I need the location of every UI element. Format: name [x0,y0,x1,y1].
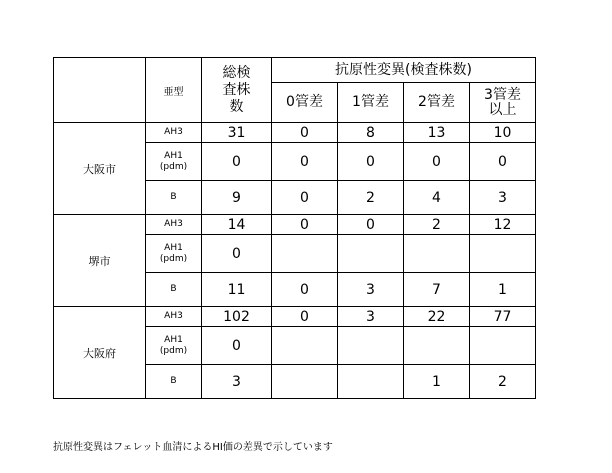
subtype-cell [146,215,202,235]
value-total: 0 [202,143,272,181]
subtype-cell [146,143,202,181]
header-diff-3: 3管差以上 [470,83,536,123]
value-d0: 0 [272,123,338,143]
header-diff-0: 0管差 [272,83,338,123]
subtype-label: AH1 [164,242,183,253]
subtype-cell [146,307,202,327]
value-d3: 12 [470,215,536,235]
subtype-label: AH1 [164,334,183,345]
table-row [54,307,536,327]
value-d3: 2 [470,365,536,399]
value-total: 31 [202,123,272,143]
value-d2: 22 [404,307,470,327]
table-row [54,123,536,143]
header-antigenic: 抗原性変異(検査株数) [272,58,536,83]
value-total: 11 [202,273,272,307]
value-total: 14 [202,215,272,235]
subtype-label: AH3 [164,311,183,321]
region-name: 堺市 [54,215,146,307]
subtype-cell [146,365,202,399]
subtype-cell [146,235,202,273]
subtype-label: B [170,284,177,294]
header-total: 総検査株数 [202,58,272,123]
value-total: 0 [202,327,272,365]
value-total: 3 [202,365,272,399]
table-row [54,215,536,235]
value-d2: 0 [404,143,470,181]
region-name: 大阪府 [54,307,146,399]
value-d0: 0 [272,273,338,307]
subtype-sublabel: (pdm) [159,161,188,172]
value-d1 [338,235,404,273]
subtype-sublabel: (pdm) [159,345,188,356]
value-d3: 0 [470,143,536,181]
value-d3: 10 [470,123,536,143]
value-d2 [404,327,470,365]
subtype-cell [146,273,202,307]
value-d0 [272,327,338,365]
value-total: 102 [202,307,272,327]
value-d0 [272,235,338,273]
subtype-label: AH3 [164,219,183,229]
value-d3: 77 [470,307,536,327]
influenza-antigenic-table [53,57,536,399]
subtype-label: B [170,192,177,202]
value-d1: 0 [338,215,404,235]
value-d2: 7 [404,273,470,307]
corner-cell [54,58,146,123]
value-d1: 3 [338,273,404,307]
subtype-label: B [170,376,177,386]
subtype-cell [146,181,202,215]
value-d3: 3 [470,181,536,215]
value-d2: 1 [404,365,470,399]
value-d1: 0 [338,143,404,181]
region-name: 大阪市 [54,123,146,215]
value-d0: 0 [272,215,338,235]
value-d2: 4 [404,181,470,215]
value-d0: 0 [272,181,338,215]
value-d0 [272,365,338,399]
subtype-sublabel: (pdm) [159,253,188,264]
value-d1: 3 [338,307,404,327]
value-d2 [404,235,470,273]
subtype-label: AH3 [164,127,183,137]
value-total: 9 [202,181,272,215]
subtype-cell [146,327,202,365]
header-diff-1: 1管差 [338,83,404,123]
value-d1 [338,327,404,365]
value-d1: 2 [338,181,404,215]
subtype-label: AH1 [164,150,183,161]
value-d0: 0 [272,307,338,327]
value-d1: 8 [338,123,404,143]
header-diff-2: 2管差 [404,83,470,123]
value-d2: 2 [404,215,470,235]
value-d2: 13 [404,123,470,143]
value-d3 [470,327,536,365]
footnote: 抗原性変異はフェレット血清によるHI価の差異で示しています [53,442,333,453]
header-subtype: 亜型 [146,58,202,123]
value-d0: 0 [272,143,338,181]
value-d3: 1 [470,273,536,307]
value-d3 [470,235,536,273]
subtype-cell [146,123,202,143]
value-d1 [338,365,404,399]
value-total: 0 [202,235,272,273]
